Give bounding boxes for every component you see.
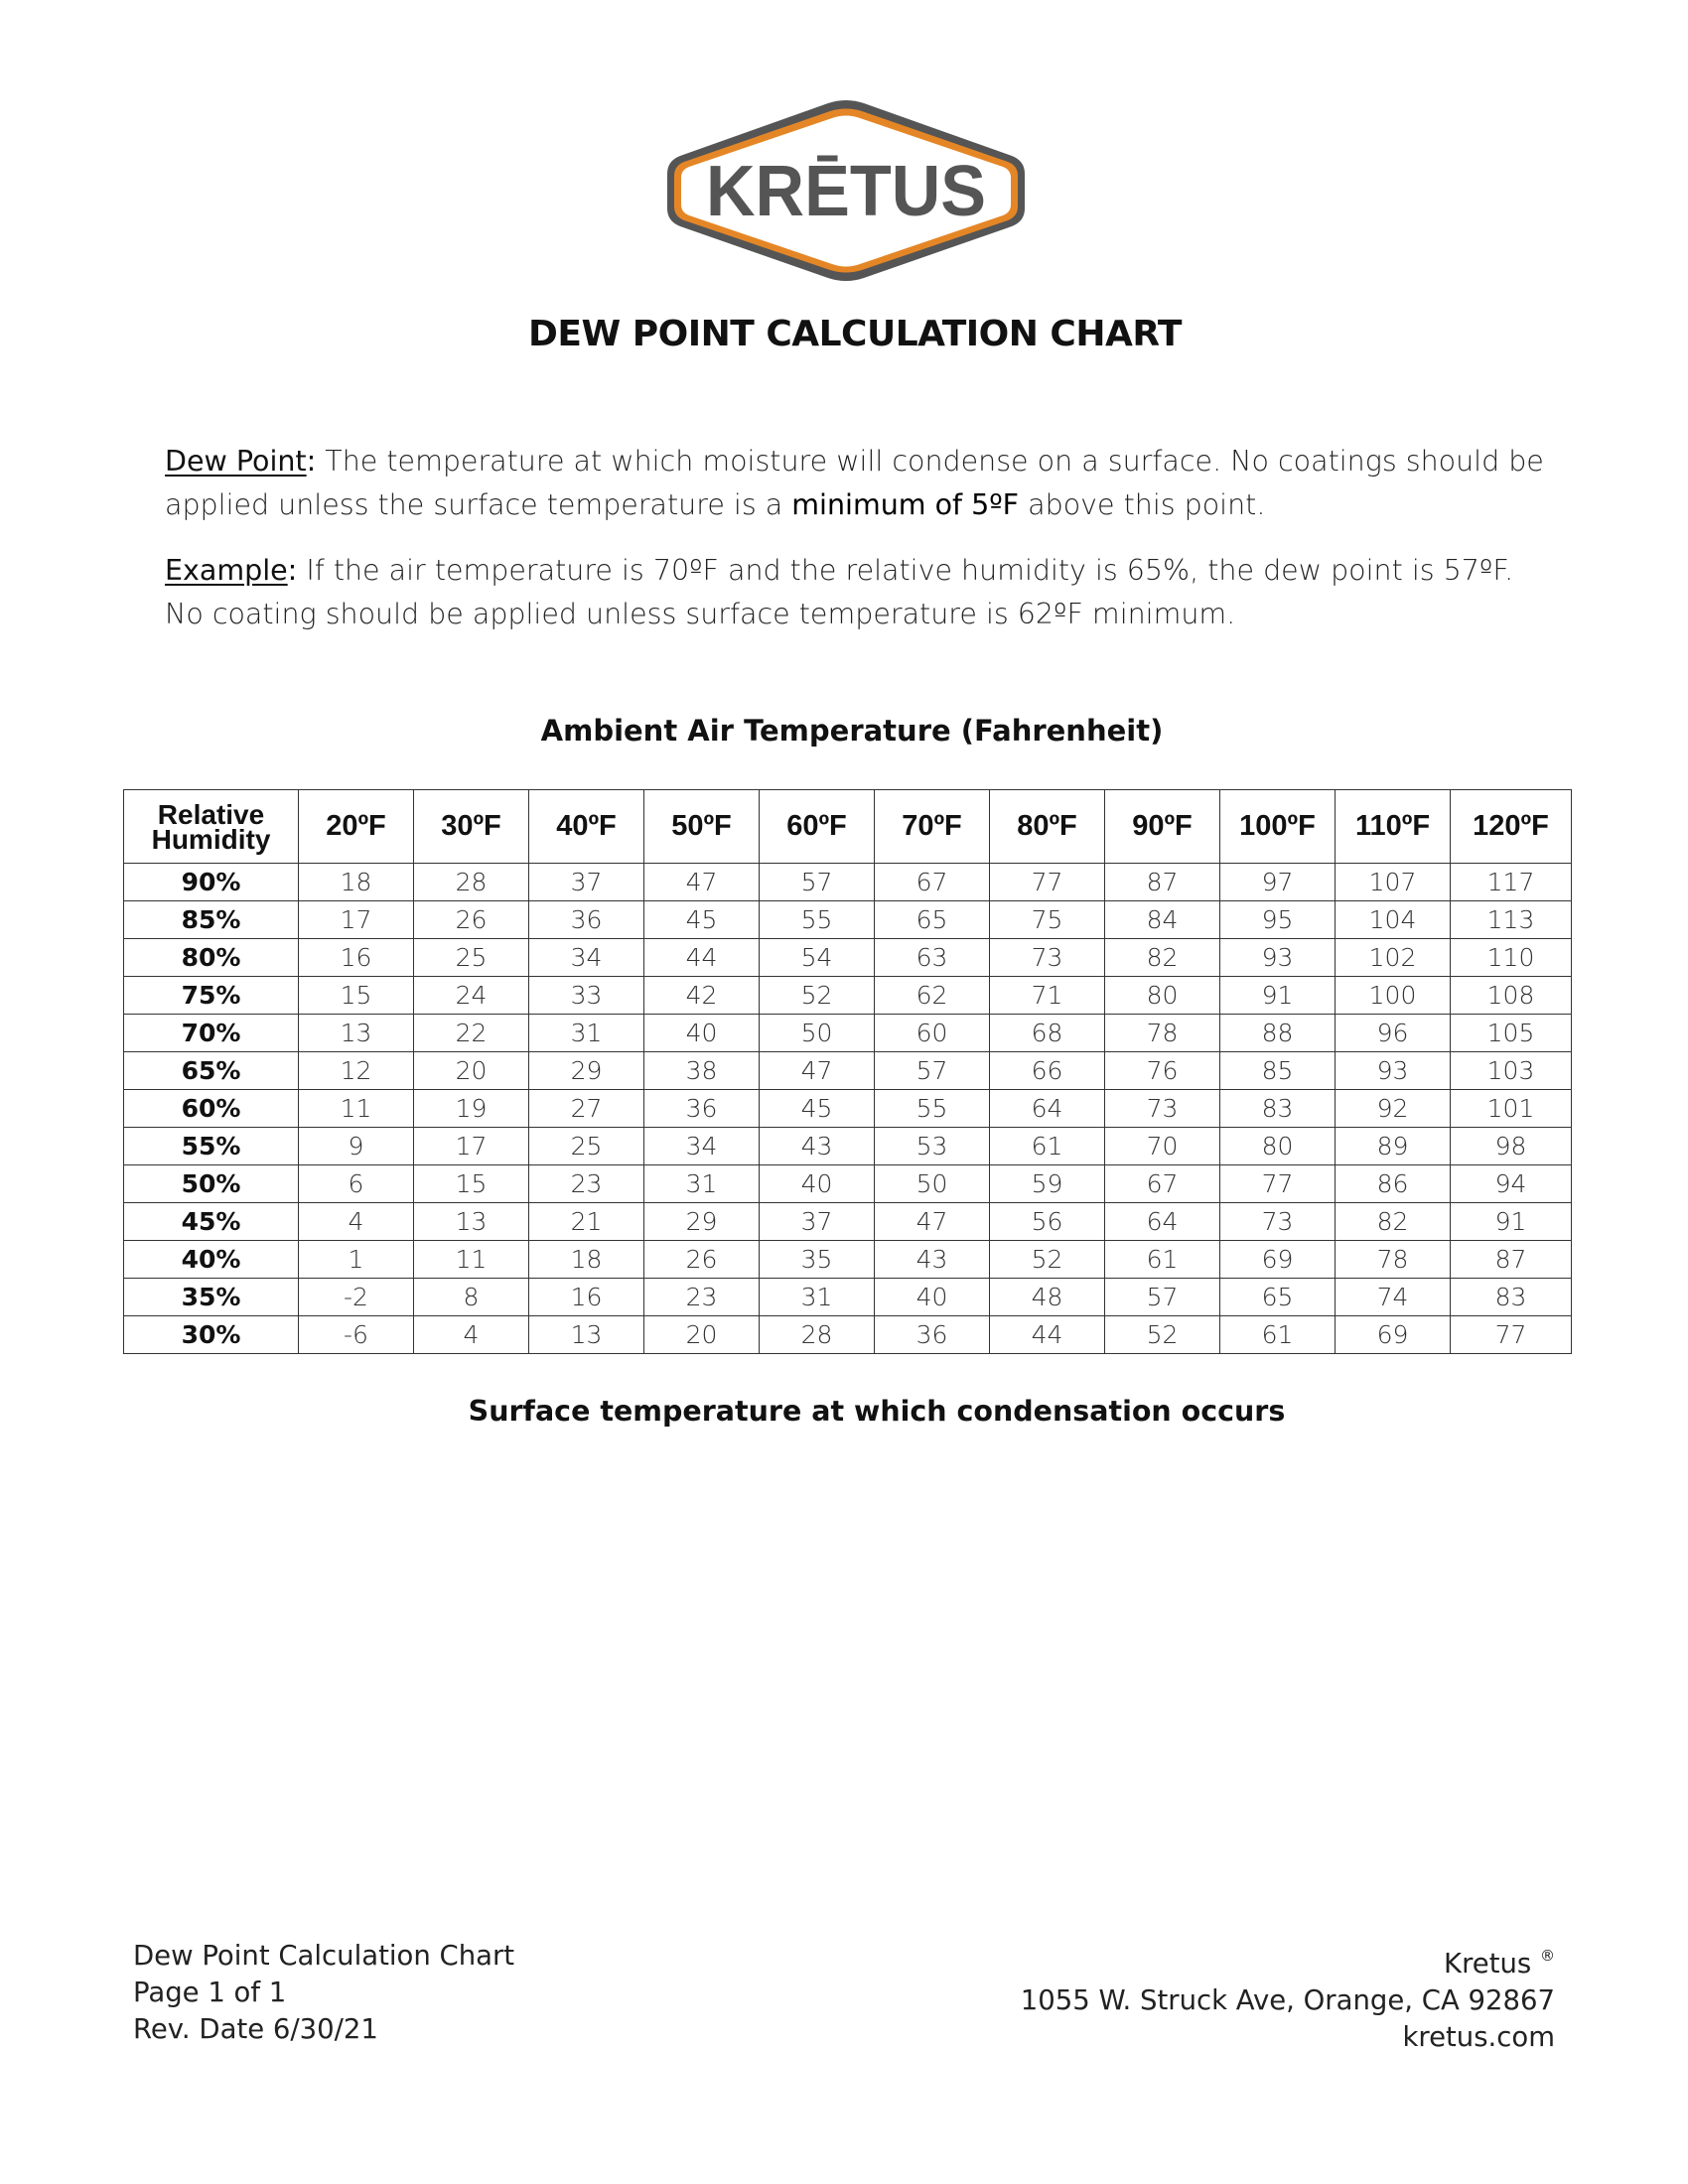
dew-point-cell: 85 <box>1220 1052 1336 1090</box>
example-text: If the air temperature is 70ºF and the relative humidity is 65%, the dew point is 57ºF. No coating should be applied unless surface temperature is 62ºF minimum. <box>165 554 1514 630</box>
dew-point-cell: -6 <box>299 1316 414 1354</box>
dew-point-definition <box>165 440 1545 527</box>
dew-point-example <box>165 549 1545 636</box>
dew-point-cell: 86 <box>1336 1165 1451 1203</box>
dew-point-cell: 75 <box>990 901 1105 939</box>
dew-point-cell: 26 <box>644 1241 760 1279</box>
dew-point-cell: 19 <box>414 1090 529 1128</box>
dew-point-cell: 15 <box>414 1165 529 1203</box>
footer-address: 1055 W. Struck Ave, Orange, CA 92867 <box>1020 1984 1555 2016</box>
dew-point-cell: 47 <box>760 1052 875 1090</box>
dew-point-cell: 11 <box>299 1090 414 1128</box>
dew-point-cell: 61 <box>990 1128 1105 1165</box>
dew-point-cell: 13 <box>529 1316 644 1354</box>
dew-point-cell: 40 <box>875 1279 990 1316</box>
dew-point-cell: 47 <box>875 1203 990 1241</box>
dew-point-cell: 18 <box>529 1241 644 1279</box>
footer-company-line <box>953 1938 1555 1982</box>
dew-point-cell: 48 <box>990 1279 1105 1316</box>
relative-humidity-cell: 65% <box>124 1052 299 1090</box>
dew-point-cell: 83 <box>1451 1279 1572 1316</box>
dew-point-cell: 35 <box>760 1241 875 1279</box>
dew-point-cell: 45 <box>644 901 760 939</box>
dew-point-cell: 61 <box>1105 1241 1220 1279</box>
dew-point-cell: 74 <box>1336 1279 1451 1316</box>
footer-left <box>133 1938 514 2048</box>
dew-point-cell: 15 <box>299 977 414 1015</box>
relative-humidity-cell: 75% <box>124 977 299 1015</box>
dew-point-cell: 44 <box>990 1316 1105 1354</box>
dew-point-cell: 73 <box>1220 1203 1336 1241</box>
dew-point-cell: 20 <box>644 1316 760 1354</box>
page-title: DEW POINT CALCULATION CHART <box>528 314 1182 354</box>
dew-point-cell: 36 <box>644 1090 760 1128</box>
dew-point-cell: 16 <box>529 1279 644 1316</box>
dew-point-cell: 50 <box>760 1015 875 1052</box>
dew-point-cell: 29 <box>644 1203 760 1241</box>
dew-point-cell: 61 <box>1220 1316 1336 1354</box>
dew-point-cell: 6 <box>299 1165 414 1203</box>
dew-point-cell: 63 <box>875 939 990 977</box>
dew-point-cell: 25 <box>414 939 529 977</box>
dew-point-cell: 73 <box>990 939 1105 977</box>
dew-point-cell: 50 <box>875 1165 990 1203</box>
dew-point-cell: 8 <box>414 1279 529 1316</box>
dew-point-cell: 105 <box>1451 1015 1572 1052</box>
dew-point-cell: 67 <box>875 864 990 901</box>
table-heading: Ambient Air Temperature (Fahrenheit) <box>540 714 1164 748</box>
dew-point-cell: 55 <box>760 901 875 939</box>
dew-point-cell: 62 <box>875 977 990 1015</box>
table-row <box>124 977 1572 1015</box>
dew-point-cell: 104 <box>1336 901 1451 939</box>
dew-point-cell: 97 <box>1220 864 1336 901</box>
dew-point-cell: 56 <box>990 1203 1105 1241</box>
dew-point-cell: 25 <box>529 1128 644 1165</box>
dew-point-cell: 44 <box>644 939 760 977</box>
dew-point-cell: 42 <box>644 977 760 1015</box>
dew-point-cell: 91 <box>1220 977 1336 1015</box>
dew-point-cell: 4 <box>414 1316 529 1354</box>
dew-point-cell: 103 <box>1451 1052 1572 1090</box>
dew-point-cell: 20 <box>414 1052 529 1090</box>
dew-point-cell: 40 <box>760 1165 875 1203</box>
dew-point-cell: 54 <box>760 939 875 977</box>
kretus-logo <box>663 99 1029 282</box>
dew-point-cell: 71 <box>990 977 1105 1015</box>
footer-document-name: Dew Point Calculation Chart <box>133 1940 515 1972</box>
temperature-column-header: 80ºF <box>990 790 1105 864</box>
dew-point-cell: 87 <box>1105 864 1220 901</box>
dew-point-cell: 69 <box>1220 1241 1336 1279</box>
definition-text-end: above this point. <box>1019 488 1266 521</box>
header-line: Relative <box>157 798 265 830</box>
dew-point-cell: 22 <box>414 1015 529 1052</box>
dew-point-cell: 23 <box>644 1279 760 1316</box>
dew-point-cell: 66 <box>990 1052 1105 1090</box>
relative-humidity-cell: 40% <box>124 1241 299 1279</box>
dew-point-cell: 31 <box>529 1015 644 1052</box>
dew-point-cell: 98 <box>1451 1128 1572 1165</box>
dew-point-cell: 68 <box>990 1015 1105 1052</box>
dew-point-cell: 18 <box>299 864 414 901</box>
dew-point-cell: 80 <box>1220 1128 1336 1165</box>
table-row <box>124 901 1572 939</box>
dew-point-cell: -2 <box>299 1279 414 1316</box>
definition-text: The temperature at which moisture will condense on a surface. No coatings should be applied unless the surface temperature is a <box>165 445 1544 521</box>
dew-point-cell: 100 <box>1336 977 1451 1015</box>
dew-point-cell: 34 <box>644 1128 760 1165</box>
dew-point-cell: 34 <box>529 939 644 977</box>
dew-point-cell: 12 <box>299 1052 414 1090</box>
dew-point-cell: 67 <box>1105 1165 1220 1203</box>
dew-point-cell: 69 <box>1336 1316 1451 1354</box>
relative-humidity-cell: 85% <box>124 901 299 939</box>
dew-point-cell: 82 <box>1105 939 1220 977</box>
dew-point-cell: 117 <box>1451 864 1572 901</box>
table-row <box>124 1090 1572 1128</box>
example-label: Example <box>165 554 288 587</box>
dew-point-cell: 64 <box>990 1090 1105 1128</box>
table-row <box>124 1316 1572 1354</box>
dew-point-cell: 59 <box>990 1165 1105 1203</box>
relative-humidity-cell: 90% <box>124 864 299 901</box>
dew-point-cell: 21 <box>529 1203 644 1241</box>
dew-point-cell: 16 <box>299 939 414 977</box>
dew-point-cell: 52 <box>760 977 875 1015</box>
dew-point-cell: 53 <box>875 1128 990 1165</box>
dew-point-cell: 65 <box>875 901 990 939</box>
dew-point-cell: 93 <box>1220 939 1336 977</box>
dew-point-cell: 17 <box>414 1128 529 1165</box>
dew-point-cell: 13 <box>414 1203 529 1241</box>
relative-humidity-header <box>124 790 299 864</box>
dew-point-cell: 80 <box>1105 977 1220 1015</box>
dew-point-cell: 45 <box>760 1090 875 1128</box>
dew-point-cell: 24 <box>414 977 529 1015</box>
footer-right <box>953 1938 1555 2056</box>
dew-point-cell: 107 <box>1336 864 1451 901</box>
dew-point-cell: 29 <box>529 1052 644 1090</box>
relative-humidity-cell: 35% <box>124 1279 299 1316</box>
dew-point-cell: 11 <box>414 1241 529 1279</box>
table-header-row <box>124 790 1572 864</box>
temperature-column-header: 120ºF <box>1451 790 1572 864</box>
dew-point-cell: 17 <box>299 901 414 939</box>
footer-company: Kretus <box>1444 1948 1532 1979</box>
dew-point-cell: 76 <box>1105 1052 1220 1090</box>
dew-point-cell: 27 <box>529 1090 644 1128</box>
dew-point-cell: 93 <box>1336 1052 1451 1090</box>
dew-point-cell: 31 <box>760 1279 875 1316</box>
dew-point-cell: 82 <box>1336 1203 1451 1241</box>
dew-point-cell: 52 <box>990 1241 1105 1279</box>
dew-point-cell: 83 <box>1220 1090 1336 1128</box>
logo-wordmark: KRĒTUS <box>706 152 986 231</box>
dew-point-cell: 57 <box>875 1052 990 1090</box>
dew-point-cell: 26 <box>414 901 529 939</box>
dew-point-cell: 92 <box>1336 1090 1451 1128</box>
relative-humidity-cell: 70% <box>124 1015 299 1052</box>
dew-point-cell: 78 <box>1105 1015 1220 1052</box>
dew-point-cell: 36 <box>875 1316 990 1354</box>
table-row <box>124 1128 1572 1165</box>
definition-label: Dew Point <box>165 445 307 478</box>
table-row <box>124 1052 1572 1090</box>
relative-humidity-cell: 30% <box>124 1316 299 1354</box>
dew-point-cell: 113 <box>1451 901 1572 939</box>
temperature-column-header: 50ºF <box>644 790 760 864</box>
dew-point-cell: 55 <box>875 1090 990 1128</box>
table-row <box>124 1165 1572 1203</box>
temperature-column-header: 30ºF <box>414 790 529 864</box>
dew-point-cell: 78 <box>1336 1241 1451 1279</box>
relative-humidity-cell: 55% <box>124 1128 299 1165</box>
temperature-column-header: 100ºF <box>1220 790 1336 864</box>
dew-point-cell: 77 <box>990 864 1105 901</box>
table-row <box>124 1241 1572 1279</box>
dew-point-cell: 13 <box>299 1015 414 1052</box>
dew-point-cell: 64 <box>1105 1203 1220 1241</box>
dew-point-cell: 110 <box>1451 939 1572 977</box>
dew-point-cell: 95 <box>1220 901 1336 939</box>
dew-point-cell: 4 <box>299 1203 414 1241</box>
dew-point-cell: 57 <box>1105 1279 1220 1316</box>
dew-point-cell: 101 <box>1451 1090 1572 1128</box>
dew-point-cell: 88 <box>1220 1015 1336 1052</box>
dew-point-cell: 9 <box>299 1128 414 1165</box>
dew-point-cell: 52 <box>1105 1316 1220 1354</box>
table-row <box>124 939 1572 977</box>
dew-point-cell: 37 <box>529 864 644 901</box>
dew-point-cell: 84 <box>1105 901 1220 939</box>
temperature-column-header: 90ºF <box>1105 790 1220 864</box>
dew-point-cell: 91 <box>1451 1203 1572 1241</box>
dew-point-cell: 73 <box>1105 1090 1220 1128</box>
dew-point-cell: 89 <box>1336 1128 1451 1165</box>
relative-humidity-cell: 80% <box>124 939 299 977</box>
dew-point-cell: 108 <box>1451 977 1572 1015</box>
dew-point-cell: 36 <box>529 901 644 939</box>
footer-revision-date: Rev. Date 6/30/21 <box>133 2013 378 2045</box>
header-line: Humidity <box>151 823 271 855</box>
registered-mark: ® <box>1540 1947 1555 1965</box>
footer-page-number: Page 1 of 1 <box>133 1977 287 2008</box>
table-row <box>124 864 1572 901</box>
temperature-column-header: 20ºF <box>299 790 414 864</box>
footer-website: kretus.com <box>1402 2021 1555 2053</box>
dew-point-cell: 43 <box>760 1128 875 1165</box>
dew-point-cell: 87 <box>1451 1241 1572 1279</box>
dew-point-cell: 31 <box>644 1165 760 1203</box>
dew-point-cell: 60 <box>875 1015 990 1052</box>
table-caption: Surface temperature at which condensation occurs <box>468 1395 1286 1428</box>
dew-point-cell: 37 <box>760 1203 875 1241</box>
dew-point-cell: 47 <box>644 864 760 901</box>
dew-point-cell: 77 <box>1220 1165 1336 1203</box>
table-row <box>124 1203 1572 1241</box>
relative-humidity-cell: 45% <box>124 1203 299 1241</box>
dew-point-cell: 77 <box>1451 1316 1572 1354</box>
dew-point-cell: 102 <box>1336 939 1451 977</box>
dew-point-cell: 65 <box>1220 1279 1336 1316</box>
temperature-column-header: 110ºF <box>1336 790 1451 864</box>
dew-point-cell: 28 <box>414 864 529 901</box>
dew-point-table <box>123 789 1572 1354</box>
dew-point-cell: 28 <box>760 1316 875 1354</box>
logo-hexagon-icon <box>663 99 1029 282</box>
temperature-column-header: 70ºF <box>875 790 990 864</box>
relative-humidity-cell: 60% <box>124 1090 299 1128</box>
temperature-column-header: 40ºF <box>529 790 644 864</box>
dew-point-cell: 38 <box>644 1052 760 1090</box>
dew-point-cell: 1 <box>299 1241 414 1279</box>
temperature-column-header: 60ºF <box>760 790 875 864</box>
example-colon: : <box>287 554 298 587</box>
table-row <box>124 1015 1572 1052</box>
definition-colon: : <box>306 445 317 478</box>
table-row <box>124 1279 1572 1316</box>
dew-point-cell: 43 <box>875 1241 990 1279</box>
dew-point-cell: 33 <box>529 977 644 1015</box>
table-body <box>124 864 1572 1354</box>
dew-point-cell: 23 <box>529 1165 644 1203</box>
dew-point-cell: 40 <box>644 1015 760 1052</box>
dew-point-cell: 70 <box>1105 1128 1220 1165</box>
relative-humidity-cell: 50% <box>124 1165 299 1203</box>
definition-emphasis: minimum of 5ºF <box>791 488 1020 521</box>
dew-point-cell: 96 <box>1336 1015 1451 1052</box>
dew-point-cell: 94 <box>1451 1165 1572 1203</box>
dew-point-cell: 57 <box>760 864 875 901</box>
